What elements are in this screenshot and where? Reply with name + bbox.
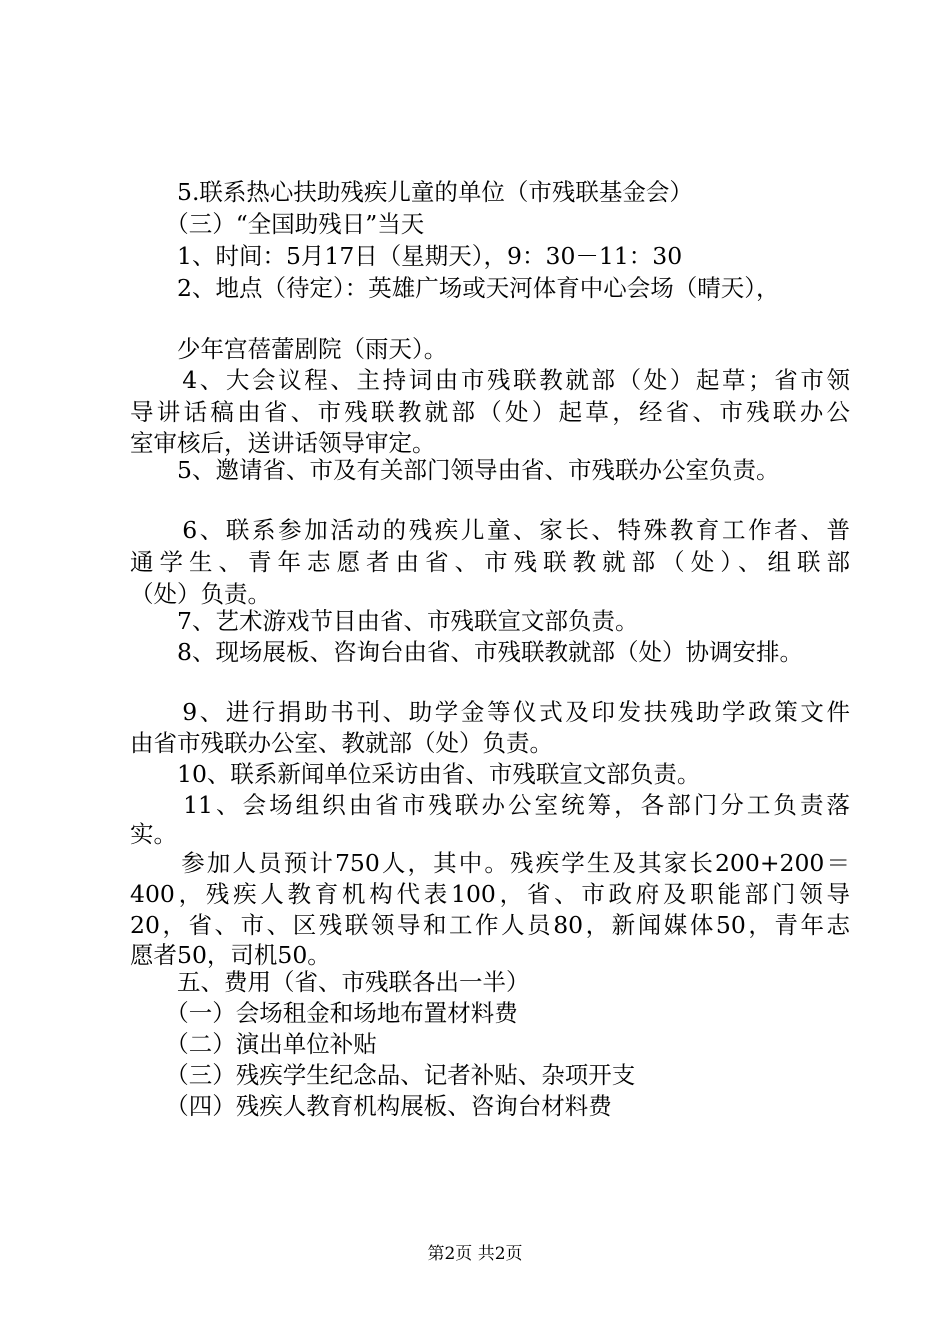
list-item: （一）会场租金和场地布置材料费 bbox=[130, 999, 518, 1027]
body-line: 10、联系新闻单位采访由省、市残联宣文部负责。 bbox=[130, 760, 701, 788]
body-line: 导讲话稿由省、市残联教就部（处）起草，经省、市残联办公 bbox=[130, 398, 850, 426]
body-line: 参加人员预计750人，其中。残疾学生及其家长200+200＝ bbox=[130, 849, 850, 877]
body-line: 由省市残联办公室、教就部（处）负责。 bbox=[130, 729, 553, 757]
body-line: 8、现场展板、咨询台由省、市残联教就部（处）协调安排。 bbox=[130, 638, 803, 666]
body-line: 5.联系热心扶助残疾儿童的单位（市残联基金会） bbox=[130, 178, 693, 206]
body-line: 1、时间：5月17日（星期天），9：30－11：30 bbox=[130, 242, 683, 270]
section-heading: （三）“全国助残日”当天 bbox=[130, 210, 425, 238]
body-line: 实。 bbox=[130, 820, 177, 848]
body-line: （处）负责。 bbox=[130, 580, 271, 608]
body-line: 6、联系参加活动的残疾儿童、家长、特殊教育工作者、普 bbox=[130, 516, 850, 544]
body-line: 9、进行捐助书刊、助学金等仪式及印发扶残助学政策文件 bbox=[130, 698, 850, 726]
list-item: （三）残疾学生纪念品、记者补贴、杂项开支 bbox=[130, 1061, 636, 1089]
body-line: 5、邀请省、市及有关部门领导由省、市残联办公室负责。 bbox=[130, 456, 780, 484]
list-item: （二）演出单位补贴 bbox=[130, 1030, 377, 1058]
body-line: 7、艺术游戏节目由省、市残联宣文部负责。 bbox=[130, 607, 639, 635]
body-line: 4、大会议程、主持词由市残联教就部（处）起草；省市领 bbox=[130, 366, 850, 394]
body-line: 通学生、青年志愿者由省、市残联教就部（处）、组联部 bbox=[130, 548, 850, 576]
body-line: 20，省、市、区残联领导和工作人员80，新闻媒体50，青年志 bbox=[130, 911, 850, 939]
page-number: 第2页 共2页 bbox=[427, 1244, 523, 1264]
body-line: 少年宫蓓蕾剧院（雨天）。 bbox=[130, 335, 448, 363]
list-item: （四）残疾人教育机构展板、咨询台材料费 bbox=[130, 1092, 612, 1120]
body-line: 愿者50，司机50。 bbox=[130, 941, 331, 969]
body-line: 2、地点（待定）：英雄广场或天河体育中心会场（晴天）， bbox=[130, 274, 780, 302]
body-line: 室审核后，送讲话领导审定。 bbox=[130, 429, 436, 457]
section-heading: 五、费用（省、市残联各出一半） bbox=[130, 968, 530, 996]
body-line: 400，残疾人教育机构代表100，省、市政府及职能部门领导 bbox=[130, 880, 850, 908]
body-line: 11、会场组织由省市残联办公室统筹，各部门分工负责落 bbox=[130, 791, 850, 819]
